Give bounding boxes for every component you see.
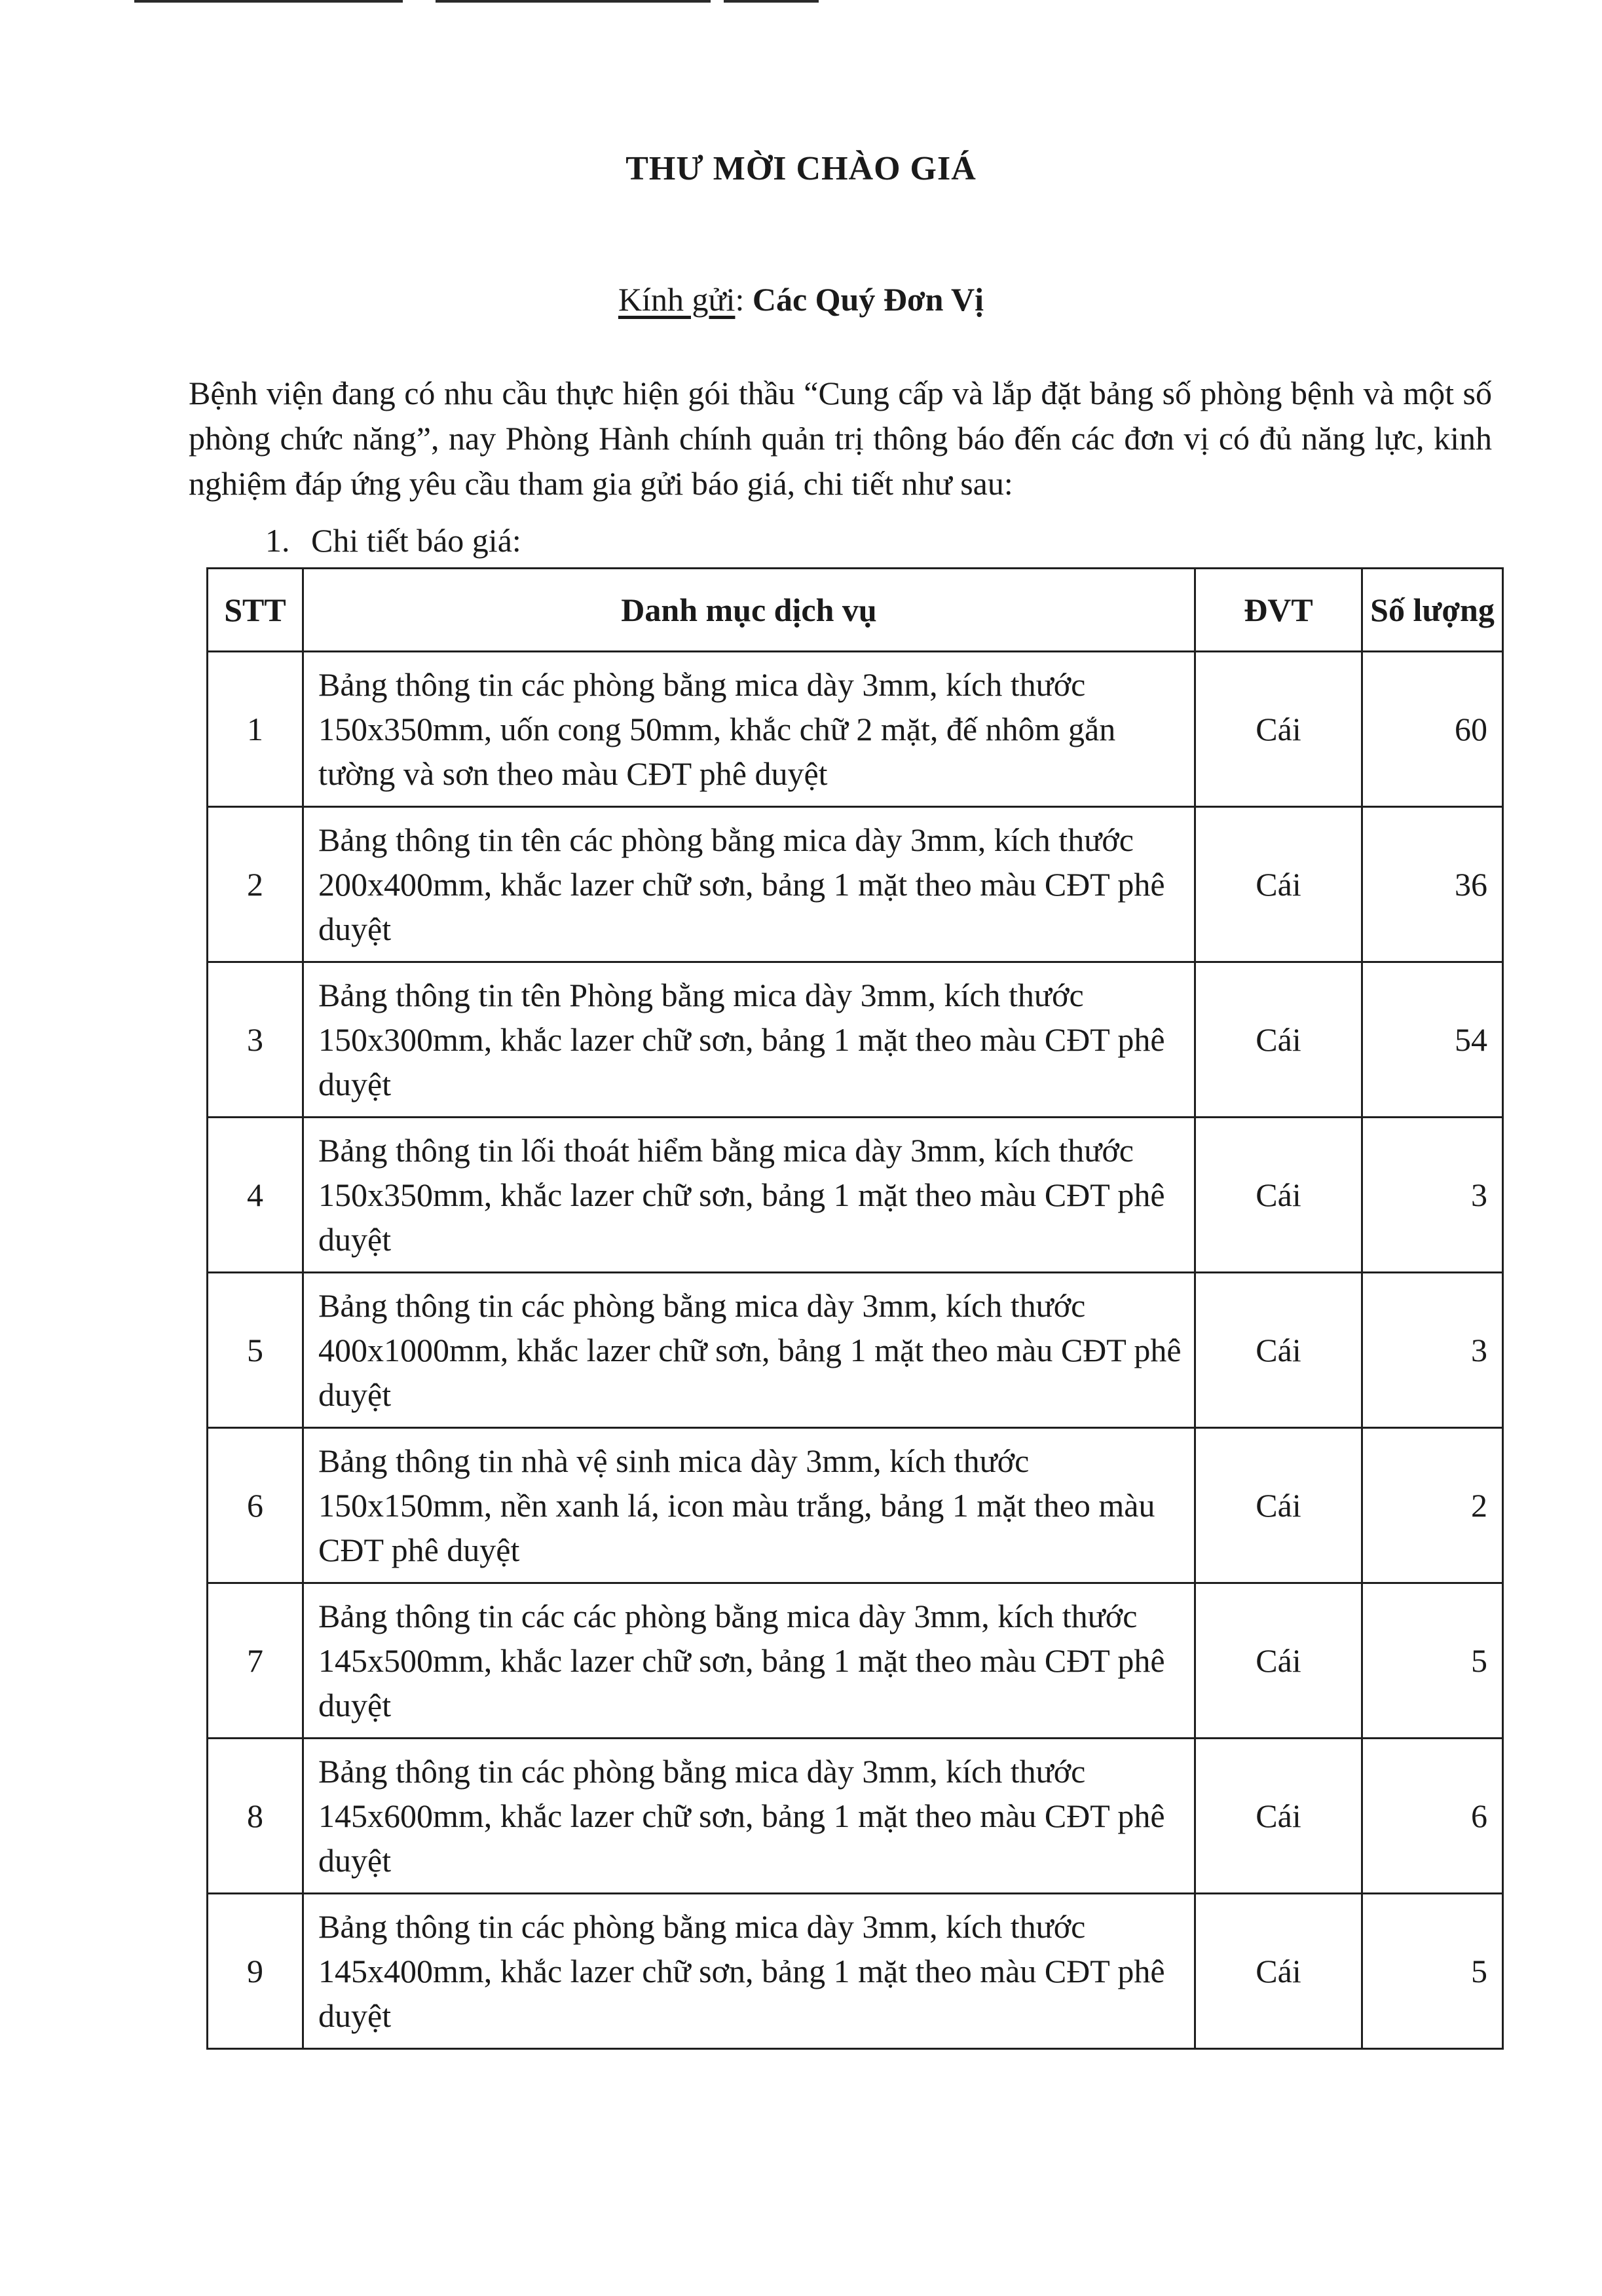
row-unit: Cái — [1195, 807, 1362, 962]
section-title: Chi tiết báo giá: — [311, 522, 521, 559]
row-unit: Cái — [1195, 1894, 1362, 2049]
table-row — [208, 1428, 1503, 1583]
row-quantity: 6 — [1362, 1739, 1503, 1894]
scan-top-rule-right — [724, 0, 819, 3]
row-quantity: 3 — [1362, 1273, 1503, 1428]
row-description: Bảng thông tin các phòng bằng mica dày 3mm, kích thước 145x400mm, khắc lazer chữ sơn, bảng 1 mặt theo màu CĐT phê duyệt — [303, 1894, 1195, 2049]
row-description: Bảng thông tin lối thoát hiểm bằng mica dày 3mm, kích thước 150x350mm, khắc lazer chữ sơn, bảng 1 mặt theo màu CĐT phê duyệt — [303, 1118, 1195, 1273]
salutation-separator: : — [735, 281, 753, 318]
row-stt: 8 — [208, 1739, 303, 1894]
salutation-label: Kính gửi — [618, 281, 736, 318]
salutation-recipient: Các Quý Đơn Vị — [752, 281, 984, 318]
header-quantity: Số lượng — [1362, 569, 1503, 652]
table-row — [208, 1894, 1503, 2049]
row-stt: 4 — [208, 1118, 303, 1273]
row-unit: Cái — [1195, 1273, 1362, 1428]
row-description: Bảng thông tin tên các phòng bằng mica dày 3mm, kích thước 200x400mm, khắc lazer chữ sơn, bảng 1 mặt theo màu CĐT phê duyệt — [303, 807, 1195, 962]
table-row — [208, 1273, 1503, 1428]
table-row — [208, 1739, 1503, 1894]
table-row — [208, 652, 1503, 807]
row-unit: Cái — [1195, 1428, 1362, 1583]
row-description: Bảng thông tin các phòng bằng mica dày 3mm, kích thước 400x1000mm, khắc lazer chữ sơn, bảng 1 mặt theo màu CĐT phê duyệt — [303, 1273, 1195, 1428]
row-unit: Cái — [1195, 1739, 1362, 1894]
row-quantity: 3 — [1362, 1118, 1503, 1273]
row-stt: 1 — [208, 652, 303, 807]
header-unit: ĐVT — [1195, 569, 1362, 652]
row-unit: Cái — [1195, 962, 1362, 1118]
row-quantity: 5 — [1362, 1894, 1503, 2049]
row-quantity: 36 — [1362, 807, 1503, 962]
table-row — [208, 807, 1503, 962]
row-quantity: 2 — [1362, 1428, 1503, 1583]
row-stt: 5 — [208, 1273, 303, 1428]
quote-table — [206, 567, 1504, 2050]
row-description: Bảng thông tin các phòng bằng mica dày 3mm, kích thước 150x350mm, uốn cong 50mm, khắc chữ 2 mặt, đế nhôm gắn tường và sơn theo màu CĐT phê duyệt — [303, 652, 1195, 807]
row-stt: 3 — [208, 962, 303, 1118]
row-description: Bảng thông tin các phòng bằng mica dày 3mm, kích thước 145x600mm, khắc lazer chữ sơn, bảng 1 mặt theo màu CĐT phê duyệt — [303, 1739, 1195, 1894]
table-row — [208, 962, 1503, 1118]
row-unit: Cái — [1195, 1118, 1362, 1273]
row-stt: 2 — [208, 807, 303, 962]
row-quantity: 54 — [1362, 962, 1503, 1118]
row-stt: 9 — [208, 1894, 303, 2049]
header-description: Danh mục dịch vụ — [303, 569, 1195, 652]
table-header-row — [208, 569, 1503, 652]
scan-top-rule-left — [134, 0, 403, 3]
row-description: Bảng thông tin nhà vệ sinh mica dày 3mm, kích thước 150x150mm, nền xanh lá, icon màu trắng, bảng 1 mặt theo màu CĐT phê duyệt — [303, 1428, 1195, 1583]
scan-top-rule-middle — [436, 0, 711, 3]
row-stt: 7 — [208, 1583, 303, 1739]
row-quantity: 60 — [1362, 652, 1503, 807]
table-row — [208, 1583, 1503, 1739]
row-description: Bảng thông tin các các phòng bằng mica dày 3mm, kích thước 145x500mm, khắc lazer chữ sơn, bảng 1 mặt theo màu CĐT phê duyệt — [303, 1583, 1195, 1739]
row-quantity: 5 — [1362, 1583, 1503, 1739]
row-description: Bảng thông tin tên Phòng bằng mica dày 3mm, kích thước 150x300mm, khắc lazer chữ sơn, bảng 1 mặt theo màu CĐT phê duyệt — [303, 962, 1195, 1118]
document-title: THƯ MỜI CHÀO GIÁ — [625, 150, 977, 187]
row-stt: 6 — [208, 1428, 303, 1583]
salutation-line — [0, 280, 1602, 318]
table-row — [208, 1118, 1503, 1273]
section-heading — [265, 521, 521, 559]
header-stt: STT — [208, 569, 303, 652]
intro-paragraph: Bệnh viện đang có nhu cầu thực hiện gói thầu “Cung cấp và lắp đặt bảng số phòng bệnh và một số phòng chức năng”, nay Phòng Hành chính quản trị thông báo đến các đơn vị có đủ năng lực, kinh nghiệm đáp ứng yêu cầu tham gia gửi báo giá, chi tiết như sau: — [189, 375, 1492, 502]
row-unit: Cái — [1195, 1583, 1362, 1739]
section-number: 1. — [265, 522, 290, 559]
row-unit: Cái — [1195, 652, 1362, 807]
